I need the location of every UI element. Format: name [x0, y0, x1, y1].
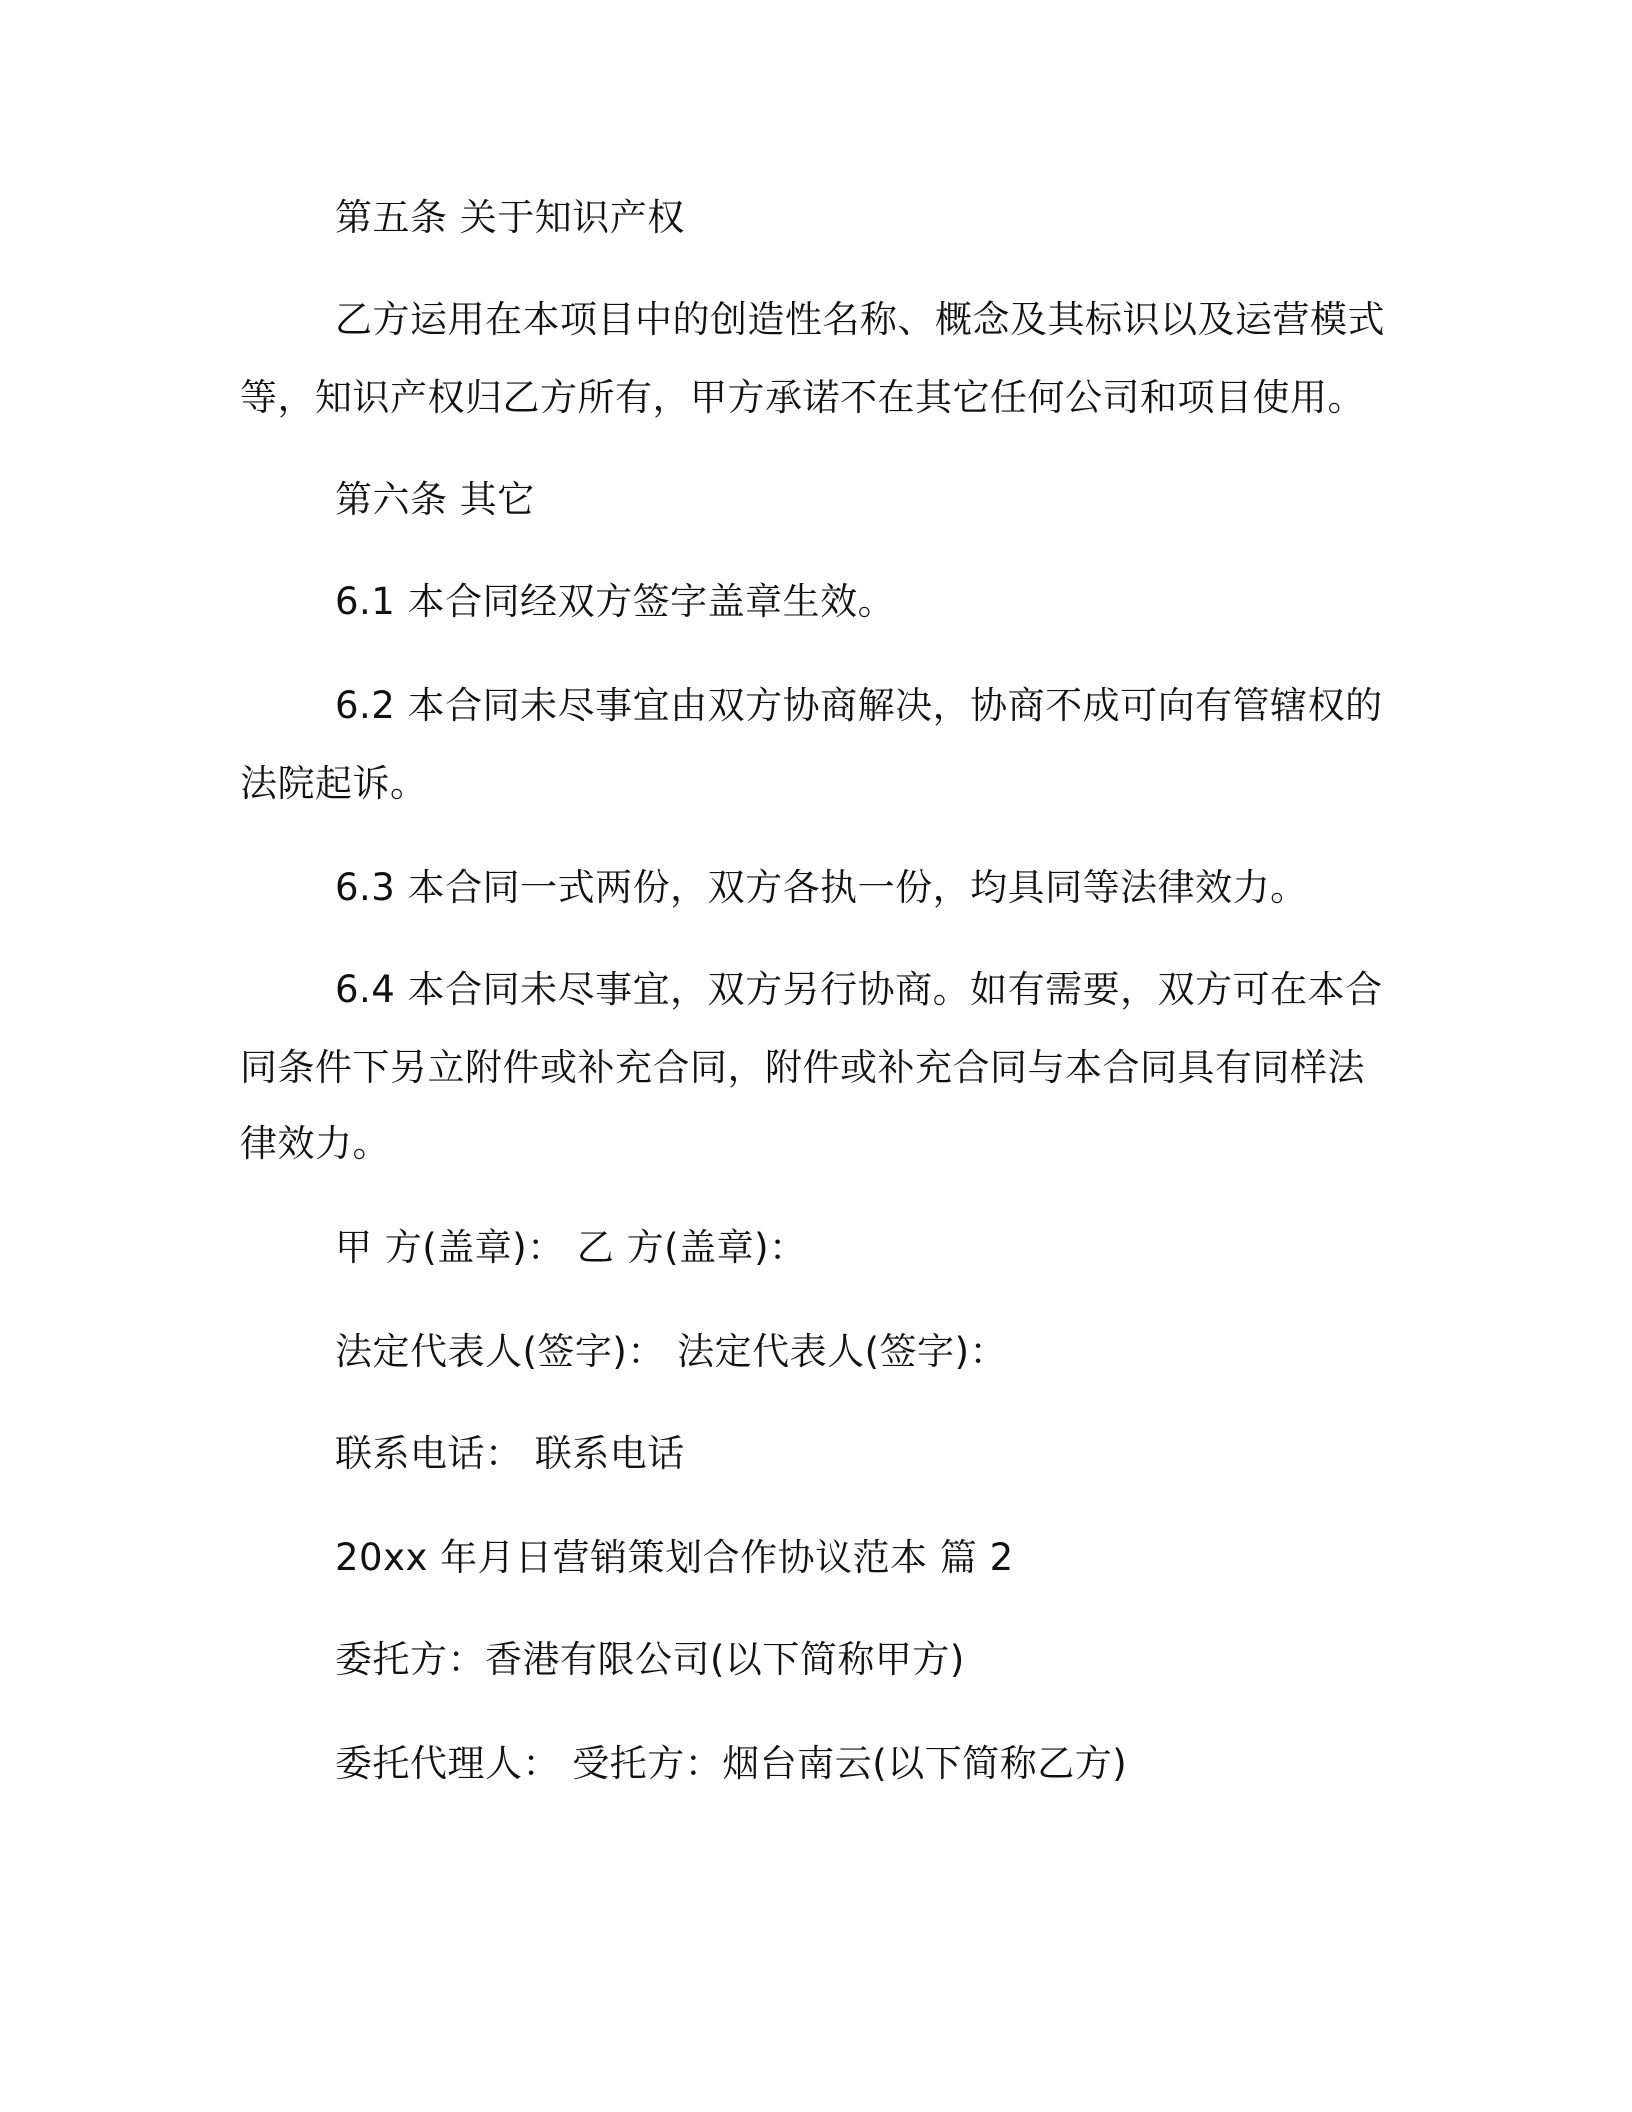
section-title: 20xx 年月日营销策划合作协议范本 篇 2 [335, 1536, 1014, 1579]
clause-6-4-line1: 6.4 本合同未尽事宜，双方另行协商。如有需要，双方可在本合 [335, 968, 1383, 1011]
clause-6-2-line1: 6.2 本合同未尽事宜由双方协商解决，协商不成可向有管辖权的 [335, 684, 1383, 727]
article6-heading: 第六条 其它 [335, 478, 535, 521]
clause-6-4-line2: 同条件下另立附件或补充合同，附件或补充合同与本合同具有同样法 [240, 1046, 1365, 1089]
clause-6-3: 6.3 本合同一式两份，双方各执一份，均具同等法律效力。 [335, 866, 1308, 909]
article5-body-line2: 等，知识产权归乙方所有，甲方承诺不在其它任何公司和项目使用。 [240, 376, 1365, 419]
article5-heading: 第五条 关于知识产权 [335, 196, 685, 239]
seal-line: 甲 方(盖章)： 乙 方(盖章)： [335, 1226, 807, 1269]
article5-body-line1: 乙方运用在本项目中的创造性名称、概念及其标识以及运营模式 [335, 298, 1385, 341]
clause-6-2-line2: 法院起诉。 [240, 762, 428, 805]
phone-line: 联系电话： 联系电话 [335, 1432, 685, 1475]
clause-6-4-line3: 律效力。 [240, 1122, 390, 1165]
agent-line: 委托代理人： 受托方：烟台南云(以下简称乙方) [335, 1742, 1128, 1785]
clause-6-1: 6.1 本合同经双方签字盖章生效。 [335, 580, 896, 623]
client-line: 委托方：香港有限公司(以下简称甲方) [335, 1638, 965, 1681]
representative-line: 法定代表人(签字)： 法定代表人(签字)： [335, 1330, 1008, 1373]
